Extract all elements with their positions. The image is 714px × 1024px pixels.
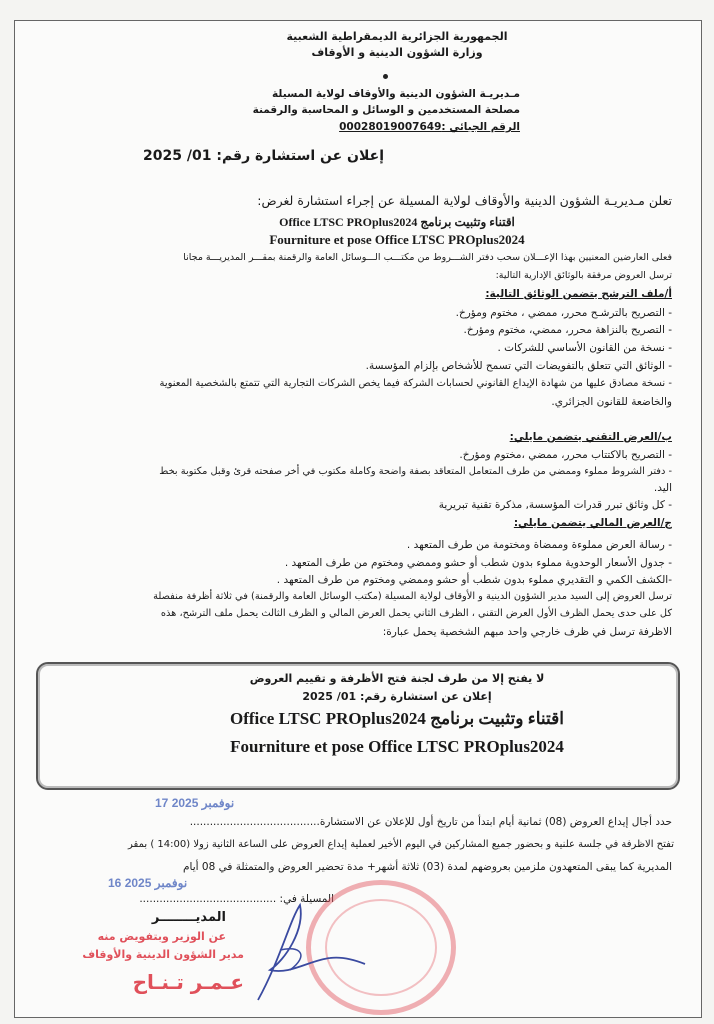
section-b-item: - التصريح بالاكتتاب محرر، ممضي ،مختوم ومؤرخ. xyxy=(459,449,672,461)
section-a-item: والخاضعة للقانون الجزائري. xyxy=(551,396,672,408)
section-a-heading: أ/ملف الترشح يتضمن الوثائق التالية: xyxy=(485,288,672,300)
stamp-name: عـمـر تـنـاح xyxy=(132,970,244,994)
tax-number: 00028019007649 xyxy=(339,121,442,133)
republic-header: الجمهورية الجزائرية الديمقراطية الشعبية xyxy=(286,30,508,43)
directorate-name: مـديريـة الشؤون الدينية والأوقاف لولاية المسيلة xyxy=(272,88,520,100)
section-a-item: - نسخة مصادق عليها من شهادة الإيداع القانوني لحسابات الشركة فيما يخص الشركات التجارية التي تتمتع بالشخصية المعنوية xyxy=(159,378,672,389)
envelope-text: كل على حدى يحمل الظرف الأول العرض التقني ، الظرف الثاني يحمل العرض المالي و الظرف الثالث يحمل ملف الترشح، هذه xyxy=(160,608,672,619)
box-line-4: Fourniture et pose Office LTSC PROplus2024 xyxy=(230,737,564,756)
send-text: ترسل العروض مرفقة بالوثائق الإدارية التالية: xyxy=(495,270,672,281)
dot-mark xyxy=(383,74,388,79)
section-c-item: - جدول الأسعار الوحدوية مملوء بدون شطب أو حشو وممضي ومختوم من طرف المتعهد . xyxy=(284,557,672,569)
opening-text: المديرية كما يبقى المتعهدون ملزمين بعروضهم لمدة (03) ثلاثة أشهر+ مدة تحضير العروض والمتمثلة في 08 أيام xyxy=(183,861,672,873)
section-a-item: - التصريح بالنزاهة محرر، ممضي، مختوم ومؤرخ. xyxy=(463,324,672,336)
section-b-heading: ب/العرض التقني يتضمن مايلي: xyxy=(509,431,672,443)
section-c-item: - رسالة العرض مملوءة وممضاة ومختومة من طرف المتعهد . xyxy=(406,539,672,551)
deadline-text: حدد أجال إيداع العروض (08) ثمانية أيام ابتدأ من تاريخ أول للإعلان عن الاستشارة....................................... xyxy=(189,816,672,828)
handwritten-signature xyxy=(250,900,370,1010)
box-line-1: لا يفتح إلا من طرف لجنة فتح الأظرفة و تقييم العروض xyxy=(249,672,545,685)
intro-text: تعلن مـديريـة الشؤون الدينية والأوقاف لولاية المسيلة عن إجراء استشارة لغرض: xyxy=(257,193,672,208)
product-arabic: اقتناء وتثبيت برنامج Office LTSC PROplus2024 xyxy=(279,215,515,229)
stamp-line: مدير الشؤون الدينية والأوقاف xyxy=(82,948,244,961)
director-title: المديــــــــر xyxy=(151,910,226,925)
box-line-2: إعلان عن استشارة رقم: 01/ 2025 xyxy=(302,690,492,703)
announcement-title: إعلان عن استشارة رقم: 01/ 2025 xyxy=(143,148,384,164)
section-c-item: -الكشف الكمي و التقديري مملوء بدون شطب أو حشو وممضي ومختوم من طرف المتعهد . xyxy=(276,574,672,586)
product-french: Fourniture et pose Office LTSC PROplus2024 xyxy=(269,232,525,247)
opening-text: تفتح الاظرفة في جلسة علنية و بحضور جميع المشاركين في اليوم الأخير لعملية إيداع العروض على الساعة الثانية زولا (14:00 ) بمقر xyxy=(128,839,674,850)
section-a-item: - التصريح بالترشـح محرر، ممضي ، مختوم ومؤرخ. xyxy=(455,307,672,319)
section-b-item: اليد. xyxy=(653,482,672,494)
tax-number-line xyxy=(339,120,520,134)
service-name: مصلحة المستخدمين و الوسائل و المحاسبة والرقمنة xyxy=(252,104,520,116)
section-c-heading: ج/العرض المالي يتضمن مايلي: xyxy=(513,517,672,529)
section-b-item: - كل وثائق تبرر قدرات المؤسسة, مذكرة تقنية تبريرية xyxy=(438,499,672,511)
withdraw-text: فعلى العارضين المعنيين بهذا الإعـــلان سحب دفتر الشـــروط من مكتـــب الـــوسائل العامة والرقمنة بمقـــر المديريـــة مجانا xyxy=(183,252,672,263)
stamp-line: عن الوزير وبتفويض منه xyxy=(97,930,226,943)
place-date-line: المسيلة في: ......................................... xyxy=(139,893,334,905)
deadline-date-stamp: 17 نوفمبر 2025 xyxy=(155,796,235,810)
ministry-header: وزارة الشؤون الدينية و الأوقاف xyxy=(311,46,483,59)
section-a-item: - نسخة من القانون الأساسي للشركات . xyxy=(497,342,672,354)
box-line-3: اقتناء وتثبيت برنامج Office LTSC PROplus2024 xyxy=(229,709,564,728)
tax-label: الرقم الجبائي : xyxy=(441,121,520,133)
place-date-stamp: 16 نوفمبر 2025 xyxy=(108,876,188,890)
envelope-text: الاظرفة ترسل في ظرف خارجي واحد مبهم الشخصية يحمل عبارة: xyxy=(382,626,672,638)
envelope-text: ترسل العروض إلى السيد مدير الشؤون الدينية و الأوقاف لولاية المسيلة (مكتب الوسائل العامة والرقمنة) في ثلاثة أظرفة منفصلة xyxy=(153,591,672,602)
section-b-item: - دفتر الشروط مملوء وممضي من طرف المتعامل المتعاقد بصفة واضحة وكاملة مكتوب في أخر صفحته قرئ وقبل مكتوبة بخط xyxy=(159,466,672,477)
section-a-item: - الوثائق التي تتعلق بالتفويضات التي تسمح للأشخاص بإلزام المؤسسة. xyxy=(365,360,672,372)
